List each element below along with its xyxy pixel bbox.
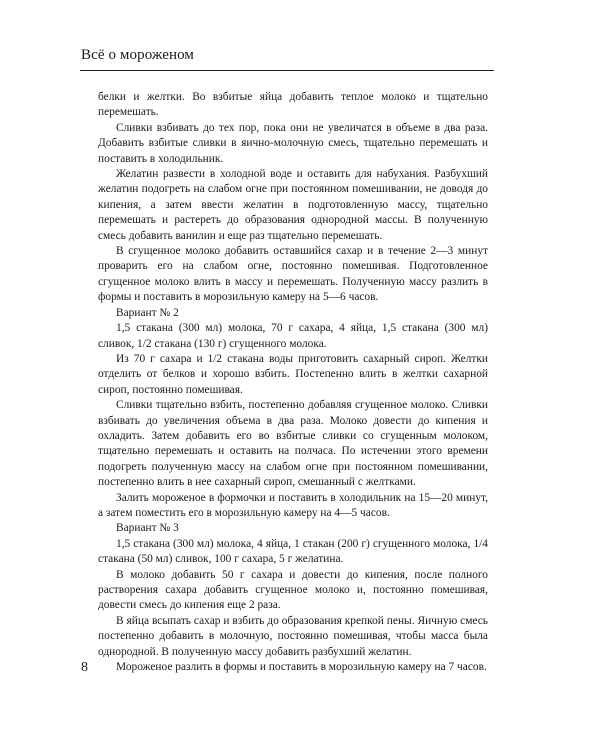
- ingredients-variant-2: 1,5 стакана (300 мл) молока, 70 г сахара, 4 яйца, 1,5 стакана (300 мл) сливок, 1/2 стакана (130 г) сгущенного молока.: [98, 322, 488, 350]
- running-head-title: Всё о мороженом: [81, 47, 194, 63]
- paragraph: В молоко добавить 50 г сахара и довести до кипения, после полного растворения сахара добавить сгущенное молоко и, постоянно помешивая, довести смесь до кипения еще 2 раза.: [98, 568, 488, 612]
- paragraph: В сгущенное молоко добавить оставшийся сахар и в течение 2—3 минут проварить его на слабом огне, постоянно помешивая. Подготовленное сгущенное молоко влить в массу и перемешать. Полученную массу разлить в формы и поставить в морозильную камеру на 5—6 часов.: [98, 245, 488, 304]
- variant-heading-2: Вариант № 2: [116, 306, 179, 319]
- paragraph: Желатин развести в холодной воде и оставить для набухания. Разбухший желатин подогреть на слабом огне при постоянном помешивании, не доводя до кипения, а затем ввести желатин в подготовленную массу, тщательно перемешать и растереть до образования однородной массы. В полученную смесь добавить ванилин и еще раз тщательно перемешать.: [98, 168, 488, 242]
- ingredients-variant-3: 1,5 стакана (300 мл) молока, 4 яйца, 1 стакан (200 г) сгущенного молока, 1/4 стакана (50 мл) сливок, 100 г сахара, 5 г желатина.: [98, 537, 488, 566]
- paragraph-continued: белки и желтки. Во взбитые яйца добавить теплое молоко и тщательно перемешать.: [98, 91, 488, 119]
- variant-heading-3: Вариант № 3: [116, 522, 179, 535]
- paragraph: В яйца всыпать сахар и взбить до образования крепкой пены. Яичную смесь постепенно добавить в молочную, постоянно помешивая, чтобы масса была однородной. В полученную массу добавить разбухший желатин.: [98, 614, 488, 658]
- page-number: 8: [81, 660, 88, 675]
- page-body: [98, 90, 488, 675]
- paragraph: Залить мороженое в формочки и поставить в холодильник на 15—20 минут, а затем поместить его в морозильную камеру на 4—5 часов.: [98, 491, 488, 519]
- paragraph: Мороженое разлить в формы и поставить в морозильную камеру на 7 часов.: [116, 661, 487, 674]
- paragraph: Из 70 г сахара и 1/2 стакана воды приготовить сахарный сироп. Желтки отделить от белков и хорошо взбить. Постепенно влить в желтки сахарной сироп, постоянно помешивая.: [98, 352, 488, 396]
- header-divider: [80, 70, 494, 71]
- paragraph: Сливки тщательно взбить, постепенно добавляя сгущенное молоко. Сливки взбивать до увеличения объема в два раза. Молоко довести до кипения и охладить. Затем добавить его во взбитые сливки со сгущенным молоком, тщательно перемешать и оставить на полчаса. По истечении этого времени подогреть полученную массу на слабом огне при постоянном помешивании, постепенно влить в нее сахарный сироп, смешанный с желтками.: [98, 399, 488, 489]
- paragraph: Сливки взбивать до тех пор, пока они не увеличатся в объеме в два раза. Добавить взбитые сливки в яично-молочную смесь, тщательно перемешать и поставить в холодильник.: [98, 121, 488, 165]
